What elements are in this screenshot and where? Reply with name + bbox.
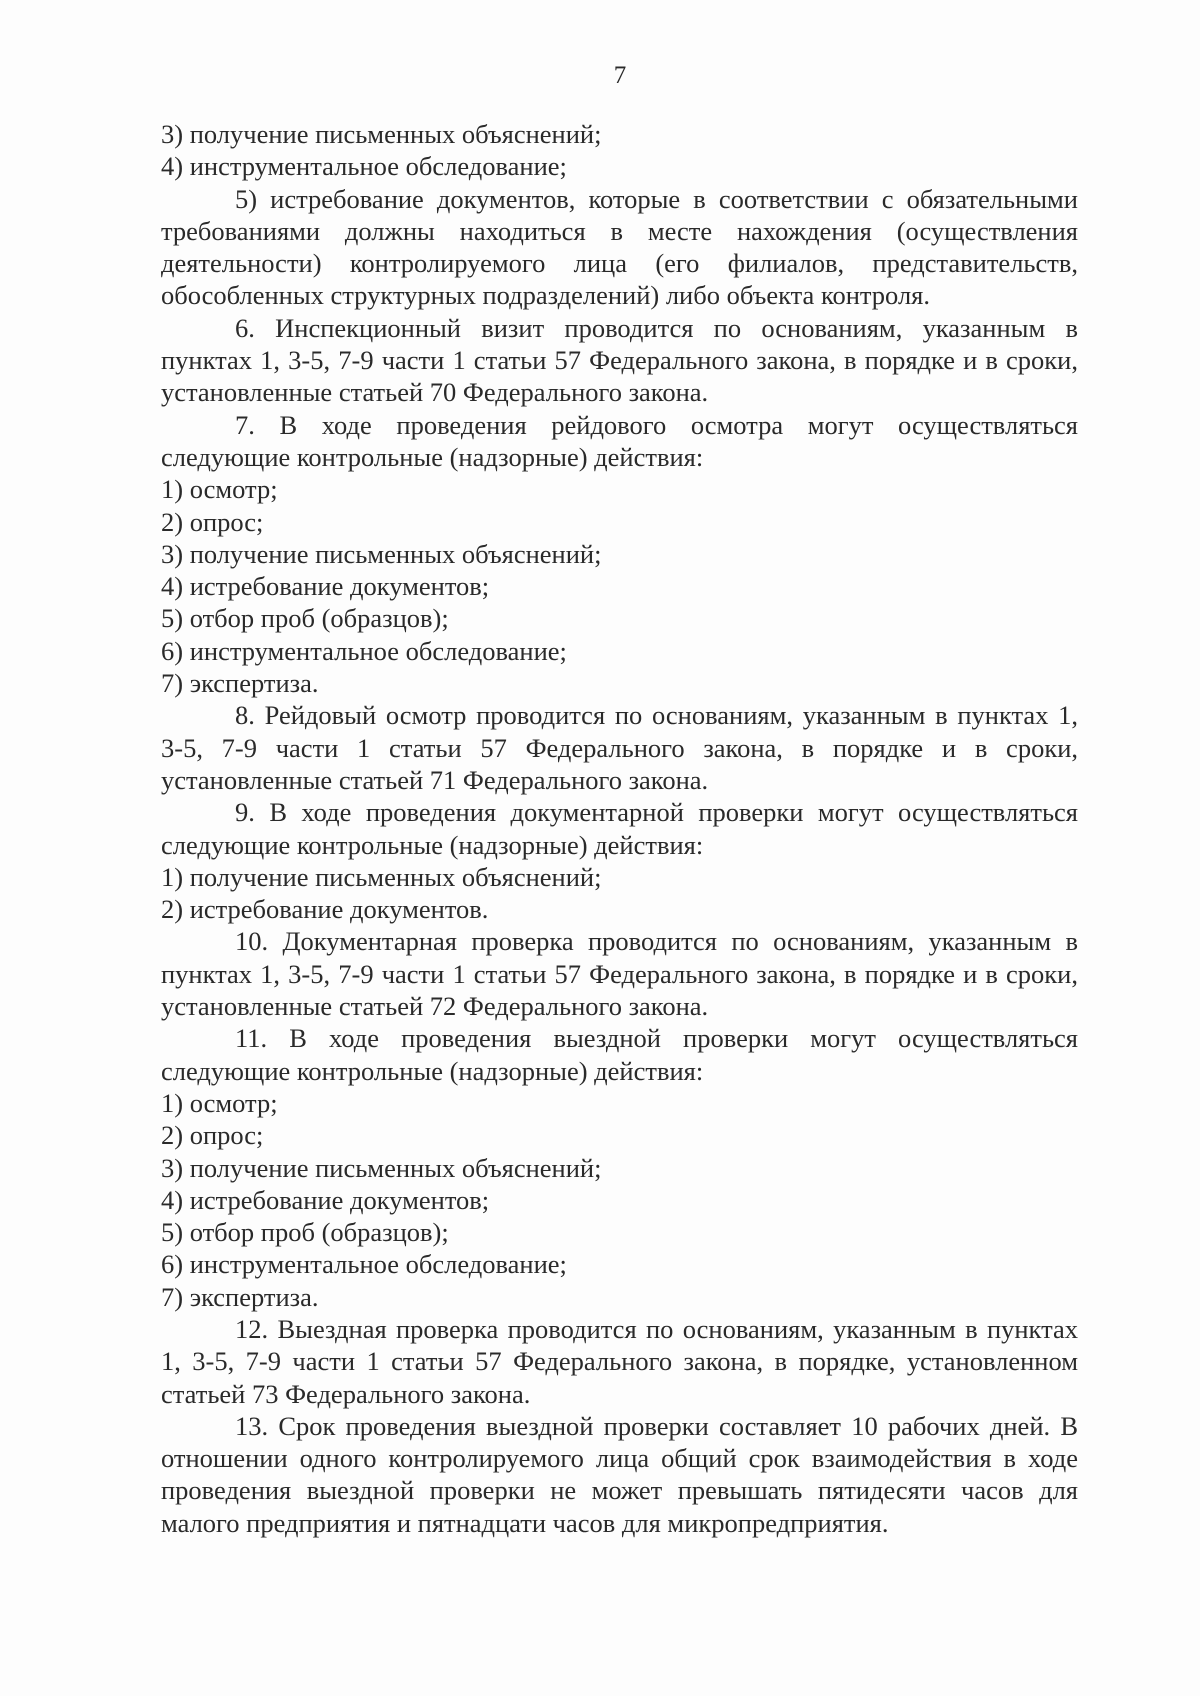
list-item: 3) получение письменных объяснений; (161, 538, 602, 569)
list-item: 3) получение письменных объяснений; (161, 119, 602, 149)
paragraph: 8. Рейдовый осмотр проводится по основаниям, указанным в пунктах 1, 3-5, 7-9 части 1 статьи 57 Федерального закона, в порядке и в сроки, установленные статьей 71 Федерального закона. (161, 700, 1078, 795)
list-item: 4) истребование документов; (161, 571, 490, 602)
paragraph: 7. В ходе проведения рейдового осмотра могут осуществляться следующие контрольные (надзорные) действия: (161, 409, 1078, 472)
list-item: 5) отбор проб (образцов); (161, 603, 449, 634)
list-item: 2) истребование документов. (161, 894, 489, 925)
list-item: 1) осмотр; (161, 1087, 278, 1118)
paragraph: 13. Срок проведения выездной проверки составляет 10 рабочих дней. В отношении одного контролируемого лица общий срок взаимодействия в ходе проведения выездной проверки не может превышать пятидесяти часов для малого предприятия и пятнадцати часов для микропредприятия. (161, 1410, 1078, 1538)
list-item: 2) опрос; (161, 1120, 264, 1151)
list-item: 6) инструментальное обследование; (161, 635, 567, 666)
paragraph: 11. В ходе проведения выездной проверки могут осуществляться следующие контрольные (надзорные) действия: (161, 1023, 1078, 1086)
list-item: 1) осмотр; (161, 474, 278, 505)
paragraph: 10. Документарная проверка проводится по основаниям, указанным в пунктах 1, 3-5, 7-9 части 1 статьи 57 Федерального закона, в порядке и в сроки, установленные статьей 72 Федерального закона. (161, 926, 1078, 1022)
list-item: 2) опрос; (161, 506, 264, 537)
paragraph: 9. В ходе проведения документарной проверки могут осуществляться следующие контрольные (надзорные) действия: (161, 797, 1078, 860)
list-item: 7) экспертиза. (161, 1281, 319, 1312)
paragraph: 6. Инспекционный визит проводится по основаниям, указанным в пунктах 1, 3-5, 7-9 части 1 статьи 57 Федерального закона, в порядке и в сроки, установленные статьей 70 Федерального закона. (161, 312, 1078, 408)
list-item: 6) инструментальное обследование; (161, 1249, 567, 1280)
paragraph: 5) истребование документов, которые в соответствии с обязательными требованиями должны находиться в месте нахождения (осуществления деятельности) контролируемого лица (его филиалов, представительств, обособленных структурных подразделений) либо объекта контроля. (161, 183, 1078, 311)
document-body (161, 118, 1078, 1539)
list-item: 7) экспертиза. (161, 668, 319, 699)
list-item: 4) истребование документов; (161, 1184, 490, 1215)
list-item: 5) отбор проб (образцов); (161, 1217, 449, 1248)
paragraph: 12. Выездная проверка проводится по основаниям, указанным в пунктах 1, 3-5, 7-9 части 1 статьи 57 Федерального закона, в порядке, установленном статьей 73 Федерального закона. (161, 1313, 1078, 1409)
list-item: 3) получение письменных объяснений; (161, 1152, 602, 1183)
list-item: 4) инструментальное обследование; (161, 151, 567, 182)
list-item: 1) получение письменных объяснений; (161, 861, 602, 892)
page-number: 7 (613, 62, 627, 89)
